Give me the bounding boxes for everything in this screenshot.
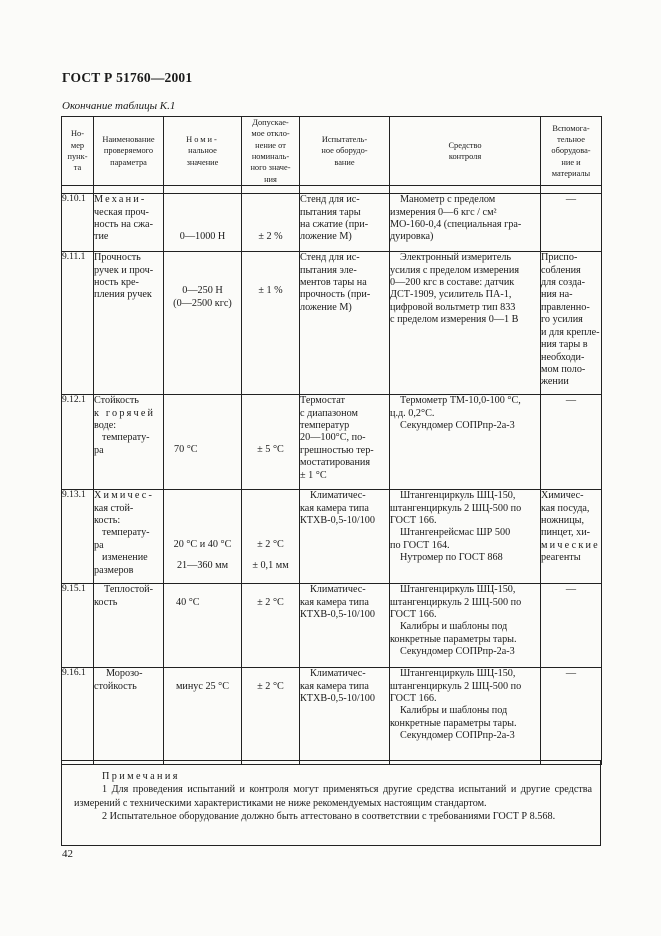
- header-nominal: Номи- нальное значение: [164, 117, 242, 186]
- notes-box: [61, 760, 601, 846]
- row-equipment: Климатичес- кая камера типа КТХВ-0,5-10/100: [300, 584, 390, 668]
- header-control: Средство контроля: [390, 117, 541, 186]
- row-parameter: Химичес- кая стой- кость: температу- ра изменение размеров: [94, 490, 164, 584]
- table-row: [62, 668, 602, 765]
- table-header-row: [62, 117, 602, 186]
- table-row: [62, 490, 602, 584]
- page-number: 42: [62, 848, 73, 860]
- row-number: 9.16.1: [62, 668, 94, 765]
- row-control: Штангенциркуль ШЦ-150, штангенциркуль 2 ШЦ-500 по ГОСТ 166. Калибры и шаблоны под конкретные параметры тары. Секундомер СОПРпр-2а-3: [390, 668, 541, 765]
- row-auxiliary: —: [541, 194, 602, 252]
- row-auxiliary: Химичес- кая посуда, ножницы, пинцет, хи- мические реагенты: [541, 490, 602, 584]
- table-row: [62, 252, 602, 395]
- header-number: Но- мер пунк- та: [62, 117, 94, 186]
- row-auxiliary: Приспо- собления для созда- ния на- правленно- го усилия и для крепле- ния тары в необходи- мом поло- жении: [541, 252, 602, 395]
- header-parameter: Наименование проверяемого параметра: [94, 117, 164, 186]
- table-row: [62, 584, 602, 668]
- specification-table: [61, 116, 602, 765]
- document-title: ГОСТ Р 51760—2001: [62, 70, 193, 85]
- row-control: Термометр ТМ-10,0-100 °С, ц.д. 0,2°С. Секундомер СОПРпр-2а-3: [390, 395, 541, 490]
- row-auxiliary: —: [541, 668, 602, 765]
- row-parameter: Стойкость к горячей воде: температу- ра: [94, 395, 164, 490]
- row-control: Манометр с пределом измерения 0—6 кгс / см² МО-160-0,4 (специальная гра- дуировка): [390, 194, 541, 252]
- row-nominal: 0—1000 Н: [164, 194, 242, 252]
- row-tolerance: ± 2 °С: [242, 668, 300, 765]
- row-control: Штангенциркуль ШЦ-150, штангенциркуль 2 ШЦ-500 по ГОСТ 166. Штангенрейсмас ШР 500 по ГОСТ 164. Нутромер по ГОСТ 868: [390, 490, 541, 584]
- row-nominal: 40 °С: [164, 584, 242, 668]
- notes-heading: Примечания: [102, 771, 180, 782]
- row-tolerance: ± 5 °С: [242, 395, 300, 490]
- header-equipment: Испытатель- ное оборудо- вание: [300, 117, 390, 186]
- row-parameter: Теплостой- кость: [94, 584, 164, 668]
- row-tolerance: ± 2 %: [242, 194, 300, 252]
- row-parameter: Прочность ручек и проч- ность кре- пления ручек: [94, 252, 164, 395]
- row-equipment: Климатичес- кая камера типа КТХВ-0,5-10/100: [300, 490, 390, 584]
- row-control: Штангенциркуль ШЦ-150, штангенциркуль 2 ШЦ-500 по ГОСТ 166. Калибры и шаблоны под конкретные параметры тары. Секундомер СОПРпр-2а-3: [390, 584, 541, 668]
- header-auxiliary: Вспомога- тельное оборудова- ние и материалы: [541, 117, 602, 186]
- row-equipment: Термостат с диапазоном температур 20—100°С, по- грешностью тер- мостатирования ± 1 °С: [300, 395, 390, 490]
- row-parameter: Морозо- стойкость: [94, 668, 164, 765]
- row-number: 9.13.1: [62, 490, 94, 584]
- row-nominal: 70 °С: [164, 395, 242, 490]
- row-tolerance: ± 2 °С ± 0,1 мм: [242, 490, 300, 584]
- table-caption: Окончание таблицы К.1: [62, 100, 176, 112]
- header-tolerance: Допускае- мое откло- нение от номиналь- ного значе- ния: [242, 117, 300, 186]
- row-parameter: Механи- ческая проч- ность на сжа- тие: [94, 194, 164, 252]
- note-1: 1 Для проведения испытаний и контроля могут применяться другие средства испытаний и другие средства измерений с техническими характеристиками не ниже рекомендуемых настоящим стандартом.: [74, 784, 592, 809]
- row-number: 9.15.1: [62, 584, 94, 668]
- header-spacer-row: [62, 186, 602, 194]
- row-number: 9.11.1: [62, 252, 94, 395]
- row-nominal: минус 25 °С: [164, 668, 242, 765]
- table-row: [62, 395, 602, 490]
- row-number: 9.12.1: [62, 395, 94, 490]
- row-equipment: Стенд для ис- пытания эле- ментов тары на прочность (при- ложение М): [300, 252, 390, 395]
- row-number: 9.10.1: [62, 194, 94, 252]
- row-equipment: Стенд для ис- пытания тары на сжатие (при- ложение М): [300, 194, 390, 252]
- row-auxiliary: —: [541, 584, 602, 668]
- row-control: Электронный измеритель усилия с пределом измерения 0—200 кгс в составе: датчик ДСТ-1909, усилитель ПА-1, цифровой вольтметр тип 833 с пределом измерения 0—1 В: [390, 252, 541, 395]
- row-auxiliary: —: [541, 395, 602, 490]
- row-tolerance: ± 1 %: [242, 252, 300, 395]
- row-nominal: 0—250 Н (0—2500 кгс): [164, 252, 242, 395]
- row-equipment: Климатичес- кая камера типа КТХВ-0,5-10/100: [300, 668, 390, 765]
- row-nominal: 20 °С и 40 °С 21—360 мм: [164, 490, 242, 584]
- table-row: [62, 194, 602, 252]
- row-tolerance: ± 2 °С: [242, 584, 300, 668]
- note-2: 2 Испытательное оборудование должно быть аттестовано в соответствии с требованиями ГОСТ Р 8.568.: [102, 811, 556, 823]
